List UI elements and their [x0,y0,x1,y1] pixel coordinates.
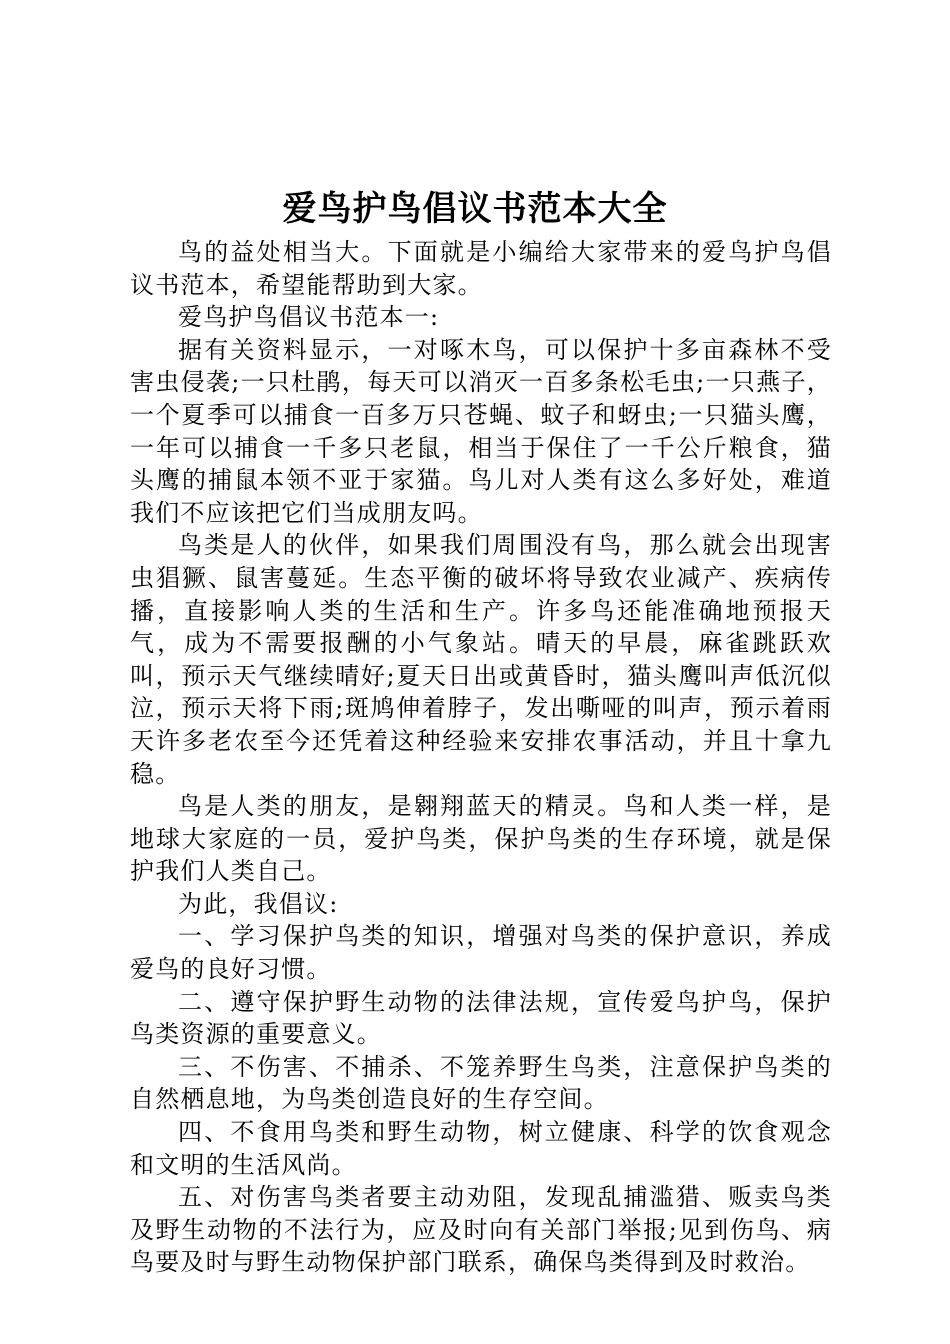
paragraph-proposal-heading: 为此，我倡议: [178,889,339,918]
paragraph-proposal-5: 五、对伤害鸟类者要主动劝阻，发现乱捕滥猎、贩卖鸟类及野生动物的不法行为，应及时向有关部门举报;见到伤鸟、病鸟要及时与野生动物保护部门联系，确保鸟类得到及时救治。 [130,1183,832,1277]
paragraph-birds-friends: 鸟是人类的朋友，是翱翔蓝天的精灵。鸟和人类一样，是地球大家庭的一员，爱护鸟类，保护鸟类的生存环境，就是保护我们人类自己。 [130,792,832,886]
document-title: 爱鸟护鸟倡议书范本大全 [282,189,668,229]
paragraph-birds-partners: 鸟类是人的伙伴，如果我们周围没有鸟，那么就会出现害虫猖獗、鼠害蔓延。生态平衡的破坏将导致农业减产、疾病传播，直接影响人类的生活和生产。许多鸟还能准确地预报天气，成为不需要报酬的小气象站。晴天的早晨，麻雀跳跃欢叫，预示天气继续晴好;夏天日出或黄昏时，猫头鹰叫声低沉似泣，预示天将下雨;斑鸠伸着脖子，发出嘶哑的叫声，预示着雨天许多老农至今还凭着这种经验来安排农事活动，并且十拿九稳。 [130,531,832,788]
document-body [130,236,832,1279]
paragraph-proposal-2: 二、遵守保护野生动物的法律法规，宣传爱鸟护鸟，保护鸟类资源的重要意义。 [130,987,832,1049]
paragraph-proposal-4: 四、不食用鸟类和野生动物，树立健康、科学的饮食观念和文明的生活风尚。 [130,1118,832,1179]
paragraph-bird-benefits: 据有关资料显示，一对啄木鸟，可以保护十多亩森林不受害虫侵袭;一只杜鹃，每天可以消灭一百多条松毛虫;一只燕子，一个夏季可以捕食一百多万只苍蝇、蚊子和蚜虫;一只猫头鹰，一年可以捕食一千多只老鼠，相当于保住了一千公斤粮食，猫头鹰的捕鼠本领不亚于家猫。鸟儿对人类有这么多好处，难道我们不应该把它们当成朋友吗。 [130,335,832,527]
paragraph-proposal-3: 三、不伤害、不捕杀、不笼养野生鸟类，注意保护鸟类的自然栖息地，为鸟类创造良好的生存空间。 [130,1052,832,1114]
paragraph-sample-heading: 爱鸟护鸟倡议书范本一: [178,303,440,332]
paragraph-intro: 鸟的益处相当大。下面就是小编给大家带来的爱鸟护鸟倡议书范本，希望能帮助到大家。 [130,238,832,299]
paragraph-proposal-1: 一、学习保护鸟类的知识，增强对鸟类的保护意识，养成爱鸟的良好习惯。 [130,922,832,984]
